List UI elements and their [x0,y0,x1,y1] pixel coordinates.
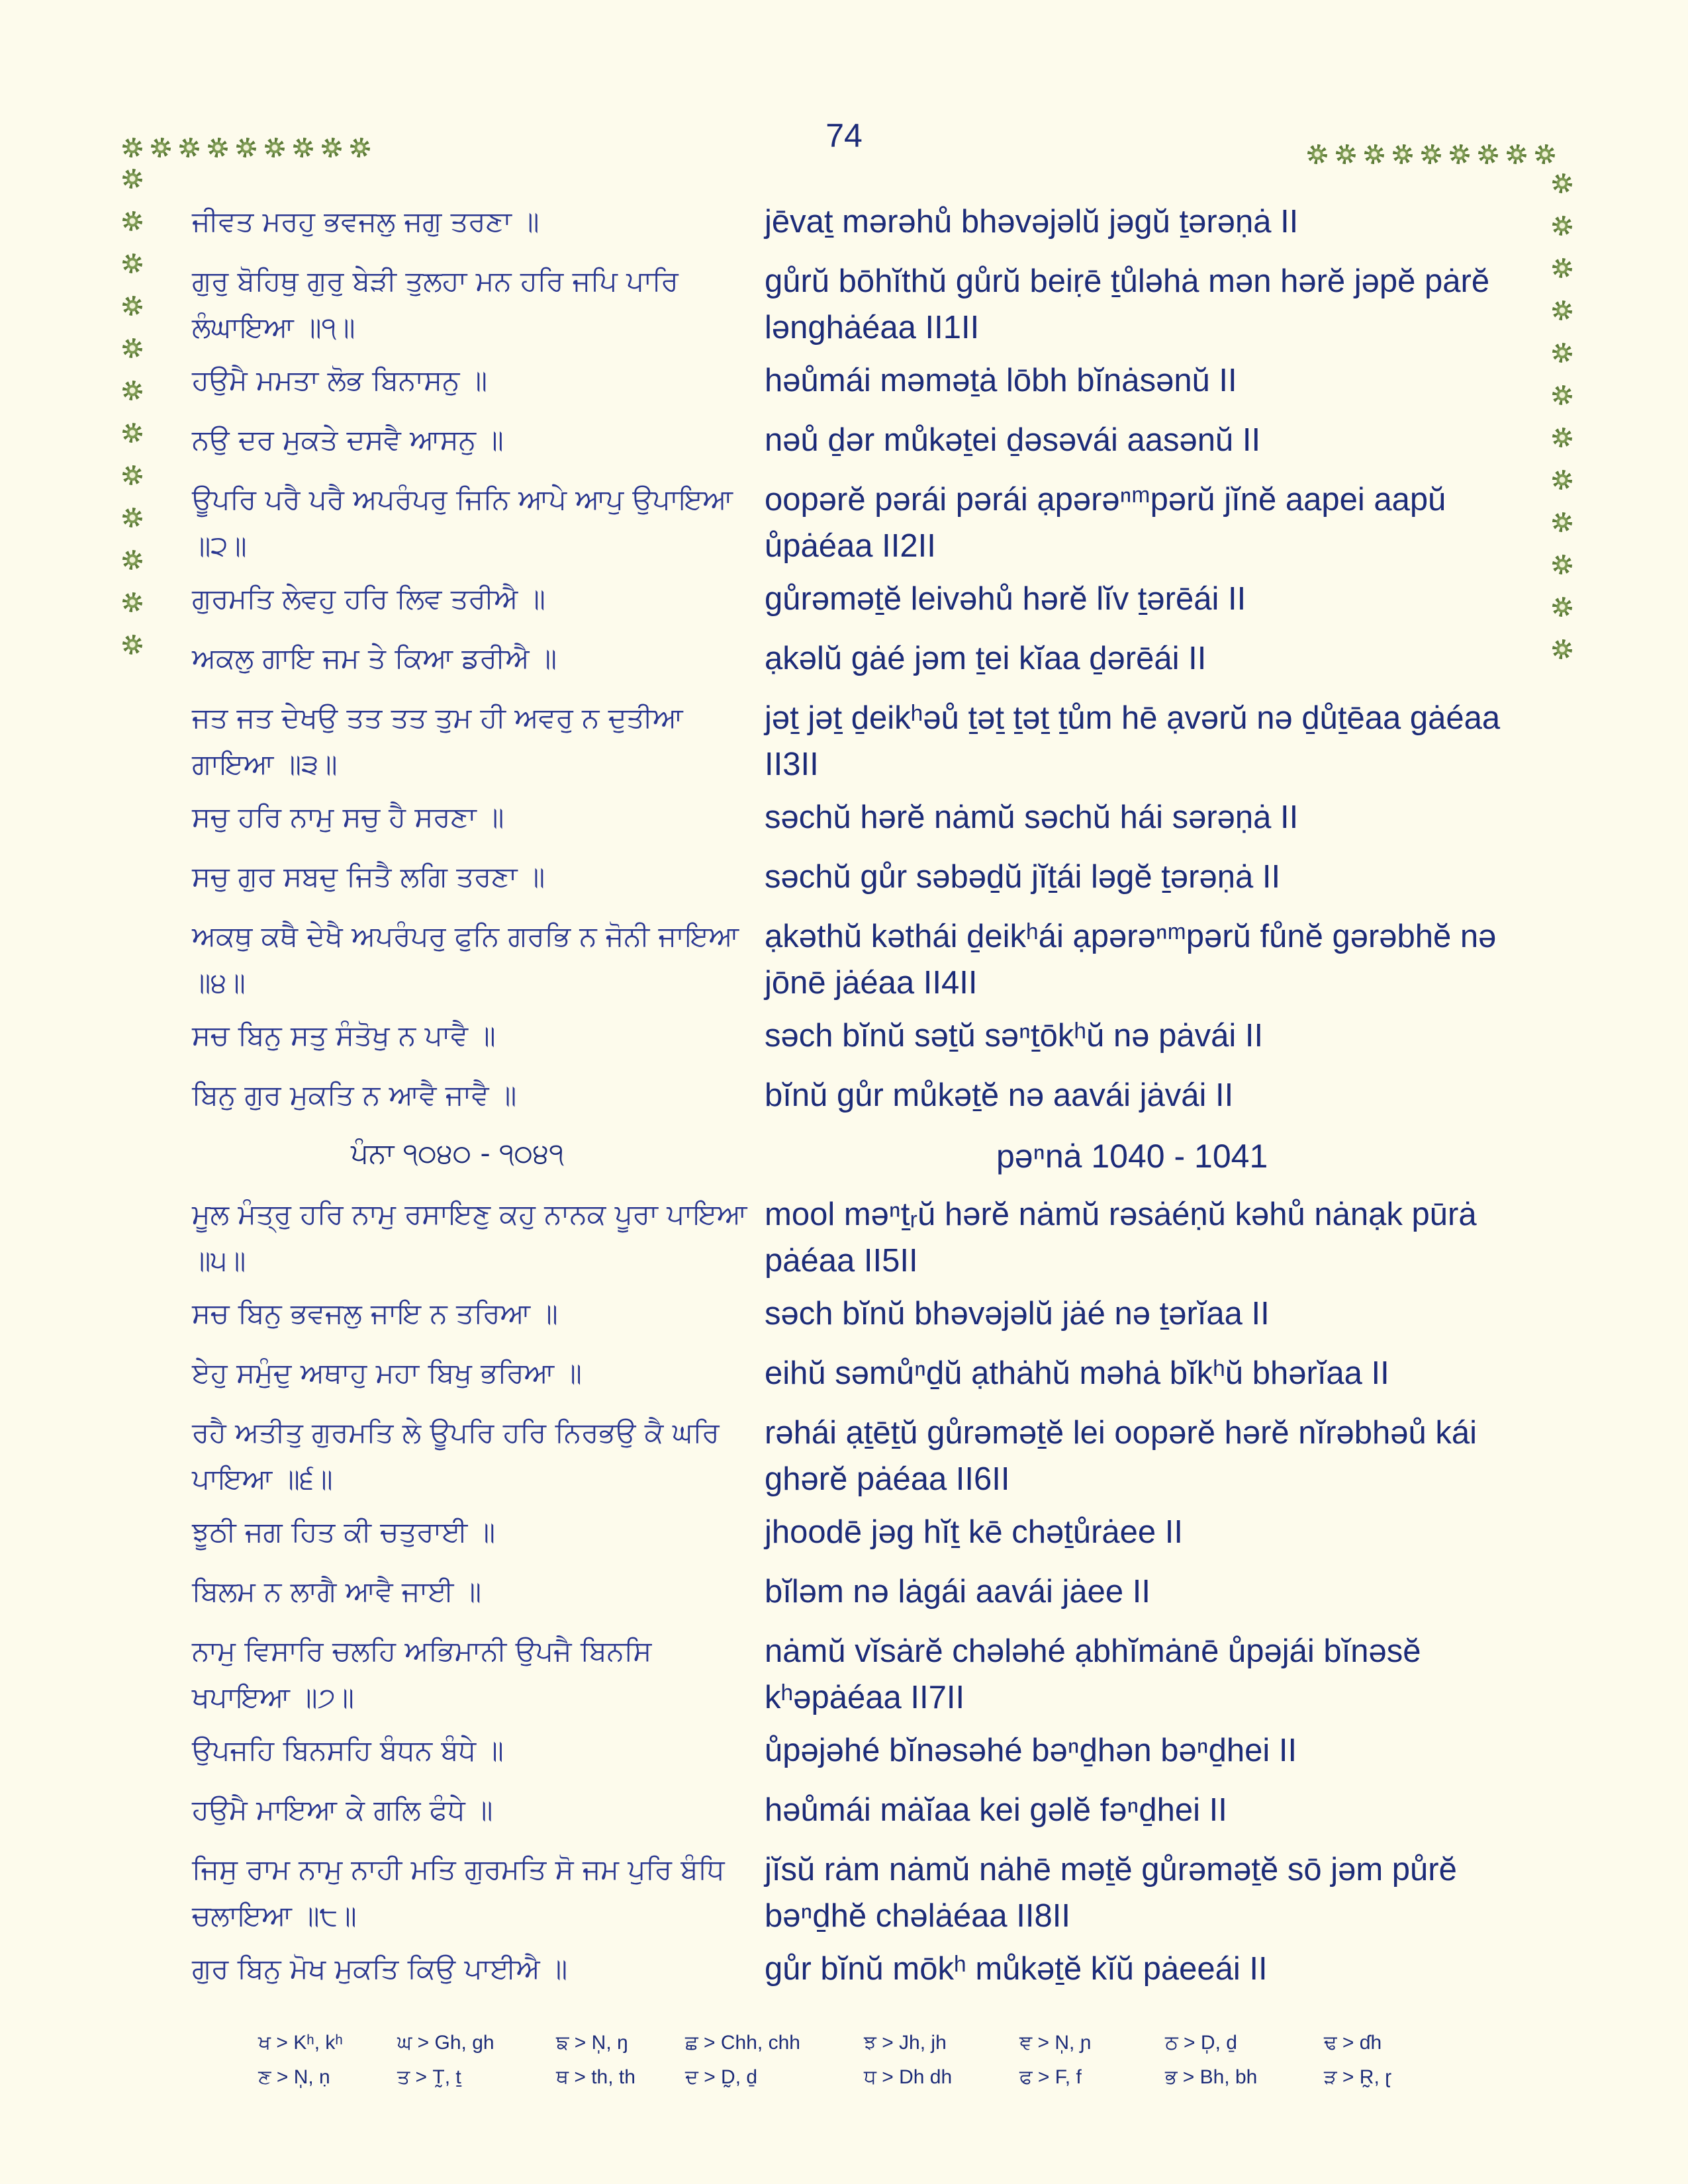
transliteration-text: səchŭ hərĕ nȧmŭ səchŭ hái sərəṇȧ II [765,799,1299,835]
gurmukhi-text: ਰਹੈ ਅਤੀਤੁ ਗੁਰਮਤਿ ਲੇ ਊਪਰਿ ਹਰਿ ਨਿਰਭਉ ਕੈ ਘਰਿ ਪਾਇਆ ॥੬॥ [192,1416,720,1495]
transliteration-text: jĭsŭ rȧm nȧmŭ nȧhē məṯĕ gůrəməṯĕ sō jəm půrĕ bəⁿḏhĕ chəlȧéaa II8II [765,1852,1457,1934]
legend-item: ਛ > Chh, chh [685,2032,800,2054]
legend-item: ਧ > Dh dh [864,2066,953,2088]
legend-item: ਭ > Bh, bh [1165,2066,1258,2088]
gurmukhi-text: ਸਚ ਬਿਨੁ ਭਵਜਲੁ ਜਾਇ ਨ ਤਰਿਆ ॥ [192,1297,558,1330]
transliteration-text: həůmái məməṯȧ lōbh bĭnȧsənŭ II [765,363,1237,398]
legend-item: ਠ > D̩, ḏ [1165,2032,1237,2054]
gurmukhi-text: ਮੂਲ ਮੰਤ੍ਰੁ ਹਰਿ ਨਾਮੁ ਰਸਾਇਣੁ ਕਹੁ ਨਾਨਕ ਪੂਰਾ ਪਾਇਆ ॥੫॥ [192,1198,747,1277]
gurmukhi-text: ਝੂਠੀ ਜਗ ਹਿਤ ਕੀ ਚਤੁਰਾਈ ॥ [192,1516,496,1548]
gurmukhi-text: ਨਉ ਦਰ ਮੁਕਤੇ ਦਸਵੈ ਆਸਨੁ ॥ [192,424,504,456]
legend-item: ਢ > ɗh [1324,2032,1382,2054]
gurmukhi-text: ਹਉਮੈ ਮਾਇਆ ਕੇ ਗਲਿ ਫੰਧੇ ॥ [192,1794,493,1826]
gurmukhi-text: ਜੀਵਤ ਮਰਹੁ ਭਵਜਲੁ ਜਗੁ ਤਰਣਾ ॥ [192,205,539,238]
gurmukhi-text: ਹਉਮੈ ਮਮਤਾ ਲੋਭ ਬਿਨਾਸਨੁ ॥ [192,364,488,396]
legend-item: ਙ > N̩, ŋ [556,2032,628,2054]
legend-item: ਝ > Jh, jh [864,2032,947,2054]
transliteration-text: ạkəlŭ gȧé jəm ṯei kĭaa ḏərēái II [765,641,1207,676]
transliteration-text: mool məⁿṯᵣŭ hərĕ nȧmŭ rəsȧéṇŭ kəhů nȧnạk pūrȧ pȧéaa II5II [765,1197,1477,1279]
legend-item: ਖ > Kʰ, kʰ [258,2032,343,2054]
transliteration-text: ůpəjəhé bĭnəsəhé bəⁿḏhən bəⁿḏhei II [765,1733,1297,1768]
gurmukhi-text: ਅਕਲੁ ਗਾਇ ਜਮ ਤੇ ਕਿਆ ਡਰੀਐ ॥ [192,642,557,674]
transliteration-text: səchŭ gůr səbəḏŭ jĭṯái ləgĕ ṯərəṇȧ II [765,859,1281,895]
gurmukhi-text: ਸਚੁ ਗੁਰ ਸਬਦੁ ਜਿਤੈ ਲਗਿ ਤਰਣਾ ॥ [192,860,545,893]
legend-item: ਥ > th, th [556,2066,635,2088]
gurmukhi-text: ਸਚ ਬਿਨੁ ਸਤੁ ਸੰਤੋਖੁ ਨ ਪਾਵੈ ॥ [192,1019,496,1052]
legend-item: ਦ > D̰, ḏ [685,2066,758,2088]
transliteration-text: oopərĕ pərái pərái ạpərəⁿᵐpərŭ jĭnĕ aapei aapŭ ůpȧéaa II2II [765,482,1446,564]
transliteration-text: nəů ḏər můkəṯei ḏəsəvái aasənŭ II [765,422,1261,458]
transliteration-text: bĭləm nə lȧgái aavái jȧee II [765,1574,1150,1610]
transliteration-text: gůr bĭnŭ mōkʰ můkəṯĕ kĭŭ pȧeeái II [765,1951,1268,1987]
legend-row [258,2032,1450,2066]
gurmukhi-text: ਗੁਰ ਬਿਨੁ ਮੋਖ ਮੁਕਤਿ ਕਿਉ ਪਾਈਐ ॥ [192,1952,568,1985]
transliteration-text: rəhái ạṯēṯŭ gůrəməṯĕ lei oopərĕ hərĕ nĭrəbhəů kái ghərĕ pȧéaa II6II [765,1415,1477,1497]
transliteration-text: gůrəməṯĕ leivəhů hərĕ lĭv ṯərēái II [765,581,1246,617]
legend-item: ੜ > R̰, ɽ [1324,2066,1392,2088]
transliteration-text: bĭnŭ gůr můkəṯĕ nə aavái jȧvái II [765,1077,1234,1113]
gurmukhi-text: ਅਕਥੁ ਕਥੈ ਦੇਖੈ ਅਪਰੰਪਰੁ ਫੁਨਿ ਗਰਭਿ ਨ ਜੋਨੀ ਜਾਇਆ ॥੪॥ [192,920,739,999]
legend-item: ਞ > N̩, ɲ [1019,2032,1092,2054]
legend-item: ਣ > N̩, ṇ [258,2066,330,2088]
gurmukhi-text: ਸਚੁ ਹਰਿ ਨਾਮੁ ਸਚੁ ਹੈ ਸਰਣਾ ॥ [192,801,504,833]
page-range-translit: pəⁿnȧ 1040 - 1041 [996,1138,1268,1175]
transliteration-text: gůrŭ bōhĭthŭ gůrŭ beiṛē ṯůləhȧ mən hərĕ jəpĕ pȧrĕ lənghȧéaa II1II [765,263,1490,345]
legend-item: ਘ > Gh, gh [397,2032,494,2054]
gurmukhi-text: ਉਪਜਹਿ ਬਿਨਸਹਿ ਬੰਧਨ ਬੰਧੇ ॥ [192,1734,504,1766]
page-range-gurmukhi: ਪੰਨਾ ੧੦੪੦ - ੧੦੪੧ [351,1137,565,1169]
transliteration-text: jhoodē jəg hĭṯ kē chəṯůrȧee II [765,1514,1183,1550]
gurmukhi-text: ਜਿਸੁ ਰਾਮ ਨਾਮੁ ਨਾਹੀ ਮਤਿ ਗੁਰਮਤਿ ਸੋ ਜਮ ਪੁਰਿ ਬੰਧਿ ਚਲਾਇਆ ॥੮॥ [192,1853,725,1932]
legend-row [258,2066,1450,2101]
gurmukhi-text: ਊਪਰਿ ਪਰੈ ਪਰੈ ਅਪਰੰਪਰੁ ਜਿਨਿ ਆਪੇ ਆਪੁ ਉਪਾਇਆ ॥੨॥ [192,483,733,562]
transliteration-text: eihŭ səmůⁿḏŭ ạthȧhŭ məhȧ bĭkʰŭ bhərĭaa II [765,1355,1389,1391]
transliteration-text: səch bĭnŭ səṯŭ səⁿṯōkʰŭ nə pȧvái II [765,1018,1264,1054]
transliteration-legend [258,2032,1450,2101]
transliteration-text: səch bĭnŭ bhəvəjəlŭ jȧé nə ṯərĭaa II [765,1296,1270,1332]
page-number: 74 [825,117,863,154]
gurmukhi-text: ਗੁਰਮਤਿ ਲੇਵਹੁ ਹਰਿ ਲਿਵ ਤਰੀਐ ॥ [192,582,545,615]
transliteration-text: həůmái mȧĭaa kei gəlĕ fəⁿḏhei II [765,1792,1227,1828]
gurmukhi-text: ਬਿਲਮ ਨ ਲਾਗੈ ਆਵੈ ਜਾਈ ॥ [192,1575,482,1608]
transliteration-text: ạkəthŭ kəthái ḏeikʰái ạpərəⁿᵐpərŭ fůnĕ gərəbhĕ nə jōnē jȧéaa II4II [765,919,1497,1001]
transliteration-text: jēvaṯ mərəhů bhəvəjəlŭ jəgŭ ṯərəṇȧ II [765,204,1299,240]
gurmukhi-text: ਜਤ ਜਤ ਦੇਖਉ ਤਤ ਤਤ ਤੁਮ ਹੀ ਅਵਰੁ ਨ ਦੁਤੀਆ ਗਾਇਆ ॥੩॥ [192,702,683,780]
legend-item: ਫ > F, f [1019,2066,1082,2088]
gurmukhi-text: ਨਾਮੁ ਵਿਸਾਰਿ ਚਲਹਿ ਅਭਿਮਾਨੀ ਉਪਜੈ ਬਿਨਸਿ ਖਪਾਇਆ ॥੭॥ [192,1635,652,1713]
legend-item: ਤ > T̰, ṯ [397,2066,461,2088]
gurmukhi-text: ਏਹੁ ਸਮੁੰਦੁ ਅਥਾਹੁ ਮਹਾ ਬਿਖੁ ਭਰਿਆ ॥ [192,1357,582,1389]
transliteration-text: jəṯ jəṯ ḏeikʰəů ṯəṯ ṯəṯ ṯům hē ạvərŭ nə ḏůṯēaa gȧéaa II3II [765,700,1501,782]
gurmukhi-text: ਗੁਰੁ ਬੋਹਿਥੁ ਗੁਰੁ ਬੇੜੀ ਤੁਲਹਾ ਮਨ ਹਰਿ ਜਪਿ ਪਾਰਿ ਲੰਘਾਇਆ ॥੧॥ [192,265,679,343]
transliteration-text: nȧmŭ vĭsȧrĕ chələhé ạbhĭmȧnē ůpəjái bĭnəsĕ kʰəpȧéaa II7II [765,1633,1421,1715]
gurmukhi-text: ਬਿਨੁ ਗੁਰ ਮੁਕਤਿ ਨ ਆਵੈ ਜਾਵੈ ॥ [192,1079,517,1111]
